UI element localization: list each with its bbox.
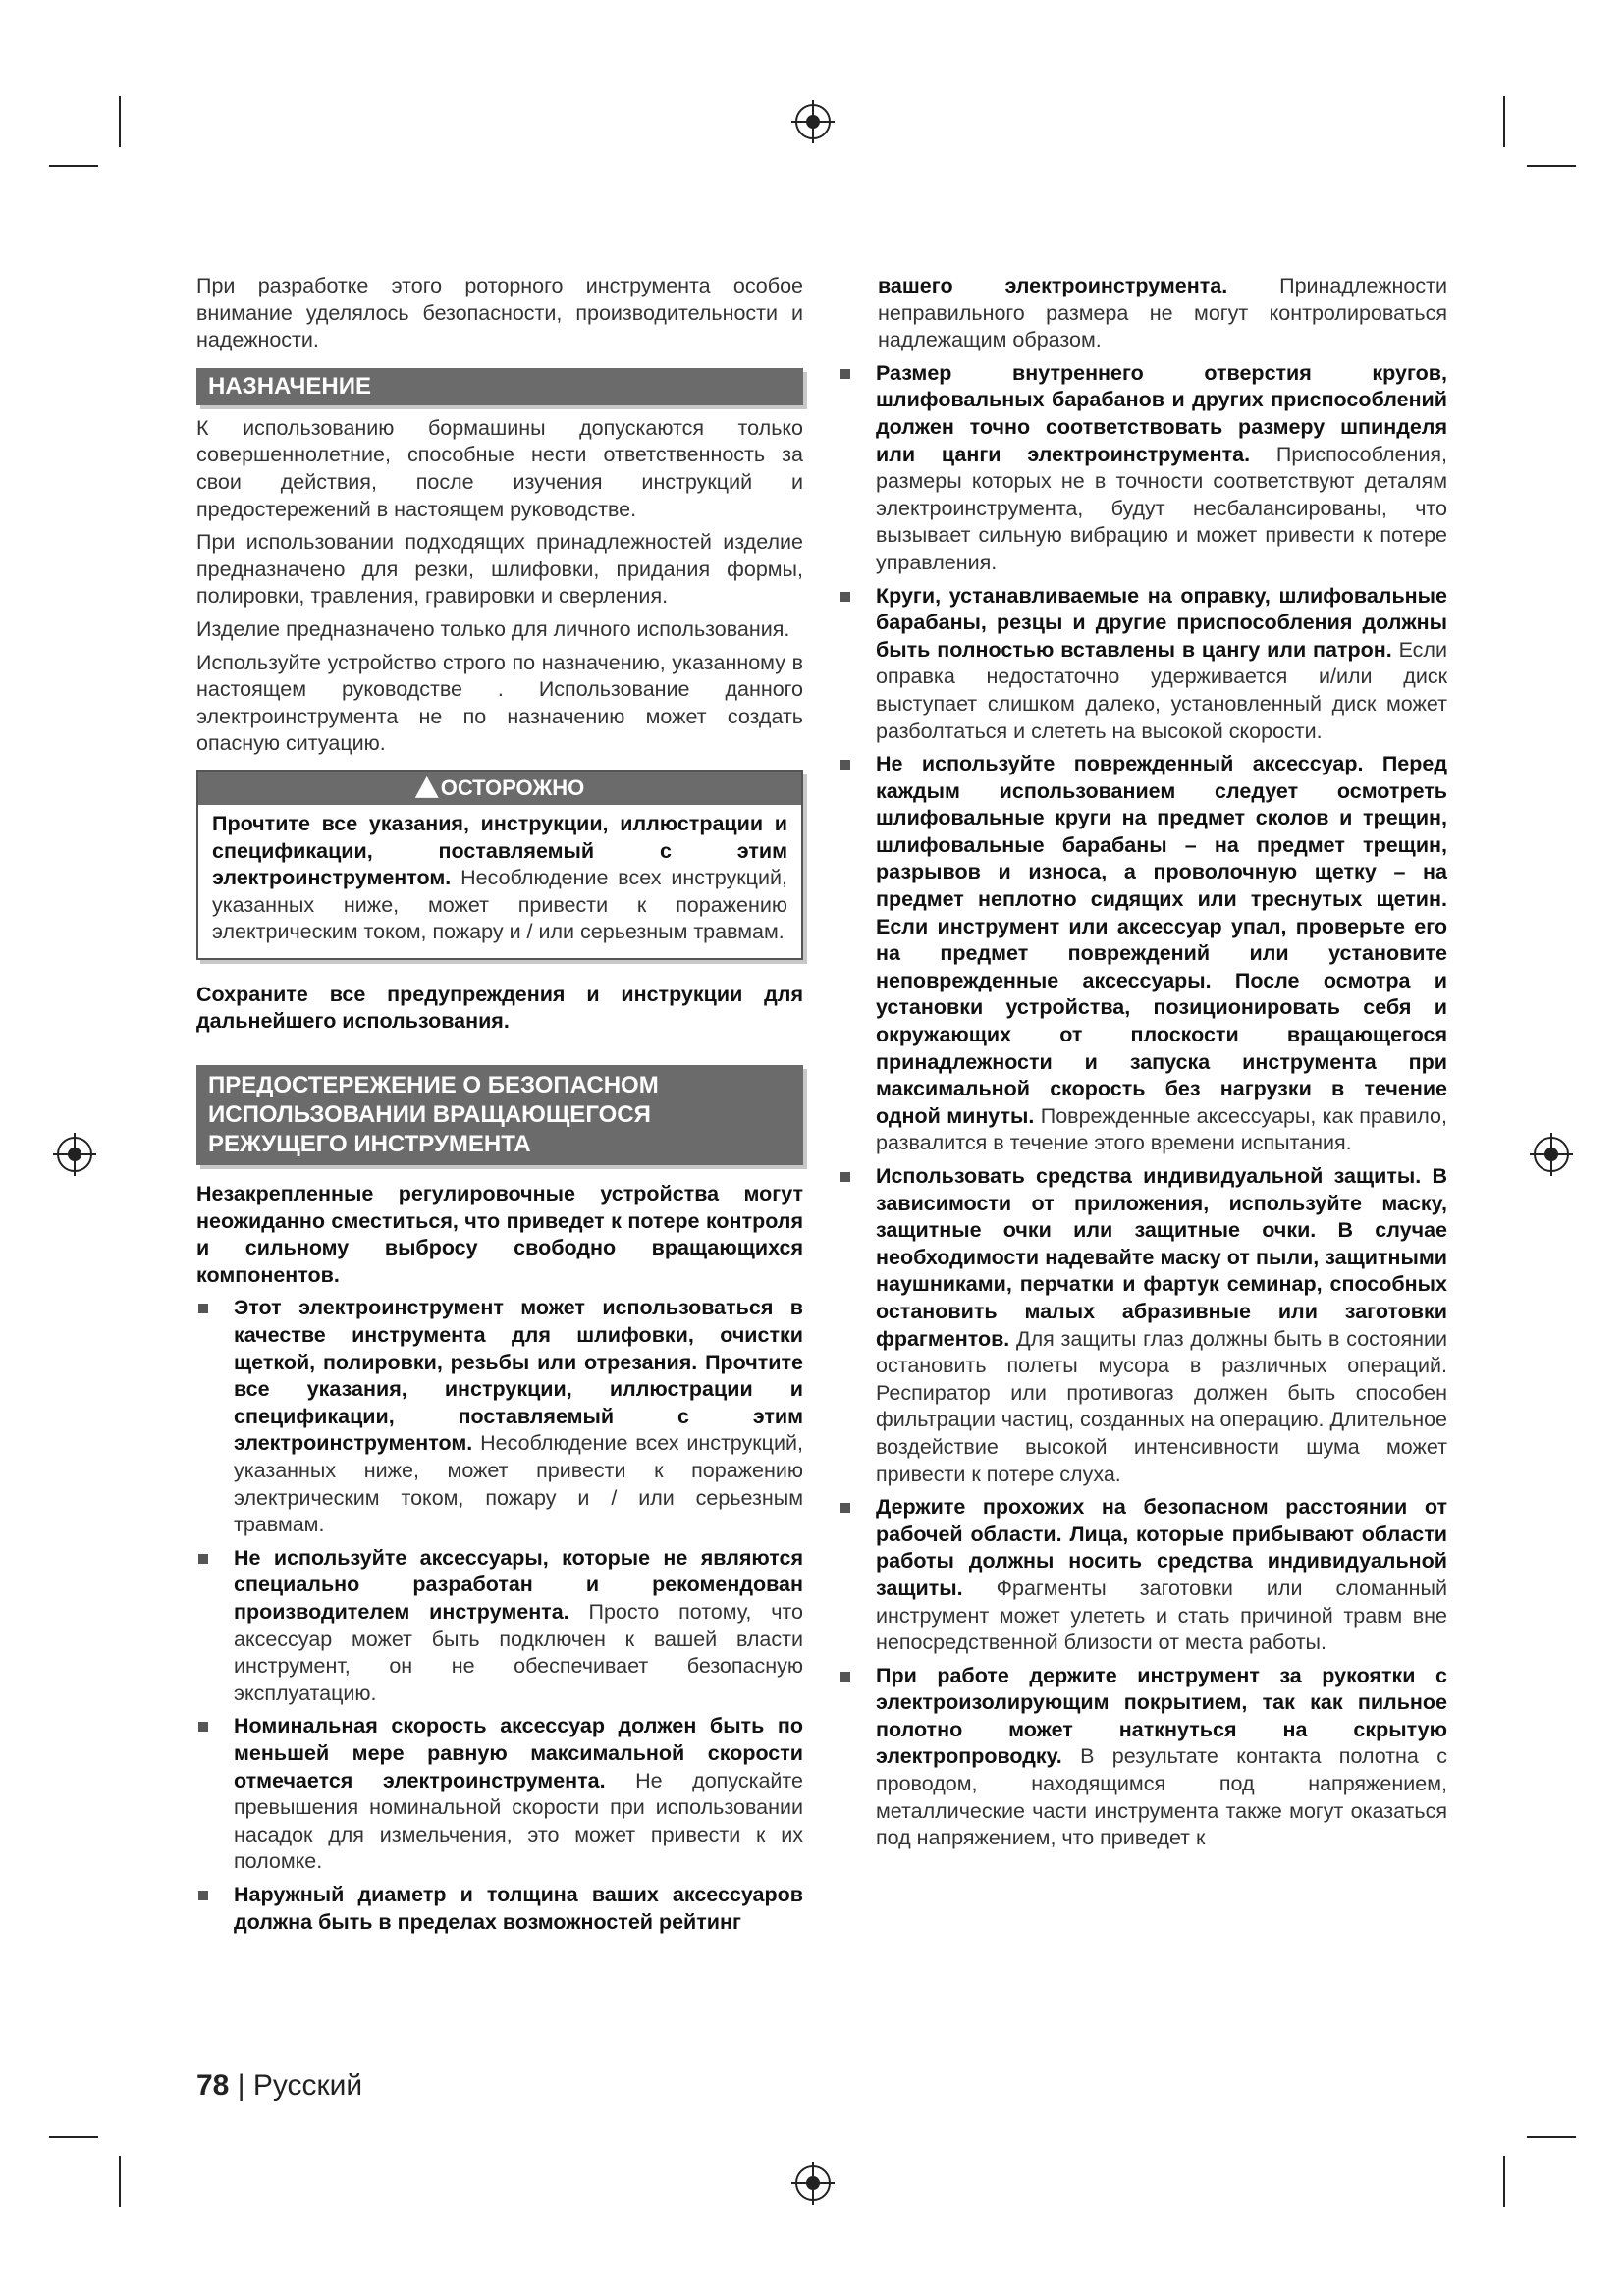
list-item: Круги, устанавливаемые на оправку, шлифовальные барабаны, резцы и другие приспособления должны быть полностью вставлены в цангу или патрон. Если оправка недостаточно удерживается и/или диск выступает слишком далеко, установленный диск может разболтаться и слететь на высокой скорости.	[839, 583, 1447, 746]
warning-box	[196, 770, 803, 960]
purpose-paragraph: Используйте устройство строго по назначению, указанному в настоящем руководстве . Использование данного электроинструмента не по назначению может создать опасную ситуацию.	[196, 650, 803, 756]
right-bullet-list	[839, 360, 1447, 1852]
registration-mark-bottom	[795, 2165, 831, 2201]
crop-mark-bottom-right-h	[1527, 2136, 1576, 2138]
warning-normal-text: Несоблюдение всех инструкций, указанных ниже, может привести к поражению электрическим током, пожару и / или серьезным травмам.	[212, 866, 787, 944]
list-item: Номинальная скорость аксессуар должен быть по меньшей мере равную максимальной скорости отмечается электроинструмента. Не допускайте превышения номинальной скорости при использовании насадок для измельчения, это может привести к их поломке.	[196, 1713, 803, 1876]
warning-triangle-icon	[415, 776, 439, 798]
list-item: Держите прохожих на безопасном расстоянии от рабочей области. Лица, которые прибывают области работы должны носить средства индивидуальной защиты. Фрагменты заготовки или сломанный инструмент может улететь и стать причиной травм вне непосредственной близости от места работы.	[839, 1494, 1447, 1657]
purpose-paragraph: Изделие предназначено только для личного использования.	[196, 616, 790, 641]
warning-box-header	[198, 772, 801, 805]
list-item: При работе держите инструмент за рукоятки с электроизолирующим покрытием, так как пильное полотно может наткнуться на скрытую электропроводку. В результате контакта полотна с проводом, находящимся под напряжением, металлические части инструмента также могут оказаться под напряжением, что приведет к	[839, 1663, 1447, 1852]
warning-label: ОСТОРОЖНО	[440, 774, 585, 800]
list-item: Не используйте аксессуары, которые не являются специально разработан и рекомендован производителем инструмента. Просто потому, что аксессуар может быть подключен к вашей власти инструмент, он не обеспечивает безопасную эксплуатацию.	[196, 1545, 803, 1708]
safety-heading-line: ПРЕДОСТЕРЕЖЕНИЕ О БЕЗОПАСНОМ	[208, 1072, 659, 1099]
save-note: Сохраните все предупреждения и инструкции для дальнейшего использования.	[196, 982, 803, 1034]
crop-mark-bottom-right-v	[1503, 2156, 1505, 2207]
purpose-paragraph: К использованию бормашины допускаются только совершеннолетние, способные нести ответственность за свои действия, после изучения инструкций и предостережений в настоящем руководстве.	[196, 415, 803, 521]
crop-mark-top-left-h	[49, 165, 98, 167]
safety-heading-line: ИСПОЛЬЗОВАНИИ ВРАЩАЮЩЕГОСЯ	[208, 1101, 651, 1129]
warning-box-body	[198, 805, 801, 958]
list-item: Не используйте поврежденный аксессуар. Перед каждым использованием следует осмотреть шлифовальные круги на предмет сколов и трещин, шлифовальные барабаны – на предмет трещин, разрывов и износа, а проволочную щетку – на предмет неплотно сидящих или треснутых щетин. Если инструмент или аксессуар упал, проверьте его на предмет повреждений или установите неповрежденные аксессуары. После осмотра и установки устройства, позиционировать себя и окружающих от плоскости вращающегося принадлежности и запуска инструмента при максимальной скорость без нагрузки в течение одной минуты. Поврежденные аксессуары, как правило, развалится в течение этого времени испытания.	[839, 751, 1447, 1157]
left-bullet-list	[196, 1295, 803, 1936]
list-item: Этот электроинструмент может использоваться в качестве инструмента для шлифовки, очистки щеткой, полировки, резьбы или отрезания. Прочтите все указания, инструкции, иллюстрации и спецификации, поставляемый с этим электроинструментом. Несоблюдение всех инструкций, указанных ниже, может привести к поражению электрическим током, пожару и / или серьезным травмам.	[196, 1295, 803, 1538]
continuation-paragraph: вашего электроинструмента. Принадлежности неправильного размера не могут контролироваться надлежащим образом.	[878, 274, 1447, 352]
list-item: Наружный диаметр и толщина ваших аксессуаров должна быть в пределах возможностей рейтинг	[196, 1882, 803, 1936]
purpose-paragraph: При использовании подходящих принадлежностей изделие предназначено для резки, шлифовки, придания формы, полировки, травления, гравировки и сверления.	[196, 530, 803, 609]
crop-mark-bottom-left-h	[49, 2136, 98, 2138]
purpose-heading: НАЗНАЧЕНИЕ	[196, 368, 803, 405]
page-number: 78	[196, 2069, 230, 2102]
safety-heading-line: РЕЖУЩЕГО ИНСТРУМЕНТА	[208, 1131, 531, 1158]
left-column	[196, 273, 803, 1942]
safety-heading	[196, 1065, 803, 1165]
footer-separator: |	[229, 2069, 253, 2102]
registration-mark-top	[795, 104, 831, 139]
intro-paragraph: При разработке этого роторного инструмента особое внимание уделялось безопасности, производительности и надежности.	[196, 274, 803, 352]
registration-mark-left	[57, 1137, 92, 1172]
list-item: Размер внутреннего отверстия кругов, шлифовальных барабанов и других приспособлений должен точно соответствовать размеру шпинделя или цанги электроинструмента. Приспособления, размеры которых не в точности соответствуют деталям электроинструмента, будут несбалансированы, что вызывает сильную вибрацию и может привести к потере управления.	[839, 360, 1447, 577]
right-column	[874, 273, 1447, 1858]
crop-mark-top-right-v	[1503, 96, 1505, 147]
crop-mark-top-right-h	[1527, 165, 1576, 167]
crop-mark-top-left-v	[119, 96, 121, 147]
footer-language: Русский	[252, 2069, 363, 2102]
crop-mark-bottom-left-v	[119, 2156, 121, 2207]
list-item: Использовать средства индивидуальной защиты. В зависимости от приложения, используйте маску, защитные очки или защитные очки. В случае необходимости надевайте маску от пыли, защитными наушниками, перчатки и фартук семинар, способных остановить малых абразивные или заготовки фрагментов. Для защиты глаз должны быть в состоянии остановить полеты мусора в различных операций. Респиратор или противогаз должен быть способен фильтрации частиц, созданных на операцию. Длительное воздействие высокой интенсивности шума может привести к потере слуха.	[839, 1163, 1447, 1488]
page-footer	[196, 2069, 362, 2103]
safety-lead: Незакрепленные регулировочные устройства могут неожиданно сместиться, что приведет к потере контроля и сильному выбросу свободно вращающихся компонентов.	[196, 1182, 803, 1287]
registration-mark-right	[1534, 1137, 1569, 1172]
warning-bold-text: Прочтите все указания, инструкции, иллюстрации и спецификации, поставляемый с этим электроинструментом.	[212, 811, 787, 890]
